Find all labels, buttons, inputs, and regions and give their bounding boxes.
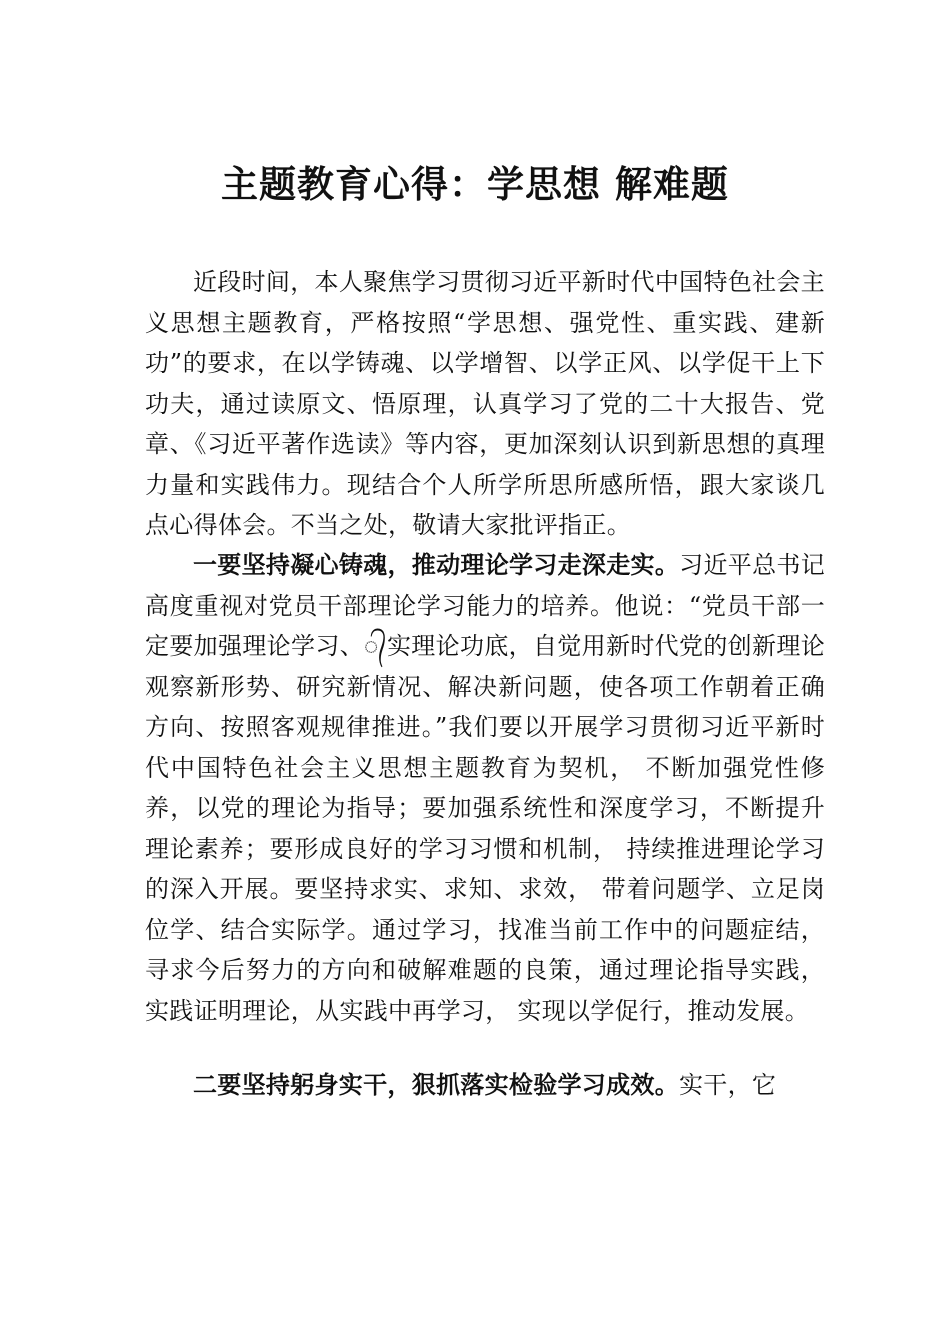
paragraph-text: [145, 262, 825, 546]
paragraph-lead-heading: 二要坚持躬身实干，狠抓落实检验学习成效。: [193, 1071, 679, 1099]
paragraph-intro: [145, 262, 825, 546]
paragraph-body: 习近平总书记高度重视对党员干部理论学习能力的培养。他说：“党员干部一定要加强理论学习、᭄实理论功底，自觉用新时代党的创新理论观察新形势、研究新情况、解决新问题，使各项工作朝着正确方向、按照客观规律推进。”我们要以开展学习贯彻习近平新时代中国特色社会主义思想主题教育为契机， 不断加强党性修养，以党的理论为指导；要加强系统性和深度学习，不断提升理论素养；要形成良好的学习习惯和机制， 持续推进理论学习的深入开展。要坚持求实、求知、求效， 带着问题学、立足岗位学、结合实际学。通过学习，找准当前工作中的问题症结，寻求今后努力的方向和破解难题的良策，通过理论指导实践，实践证明理论，从实践中再学习， 实现以学促行，推动发展。: [145, 551, 825, 1025]
paragraph-body: 实干，它: [679, 1071, 777, 1099]
paragraph-text: [145, 545, 825, 1031]
document-title: 主题教育心得：学思想 解难题: [221, 162, 729, 206]
paragraph-text: [145, 1065, 825, 1106]
paragraph-point-two: [145, 1065, 825, 1106]
paragraph-point-one: [145, 545, 825, 1031]
paragraph-body: 近段时间，本人聚焦学习贯彻习近平新时代中国特色社会主义思想主题教育，严格按照“学思想、强党性、重实践、建新功”的要求，在以学铸魂、以学增智、以学正风、以学促干上下功夫，通过读原文、悟原理，认真学习了党的二十大报告、党章、《习近平著作选读》等内容，更加深刻认识到新思想的真理力量和实践伟力。现结合个人所学所思所感所悟，跟大家谈几点心得体会。不当之处，敬请大家批评指正。: [145, 268, 825, 539]
paragraph-lead-heading: 一要坚持凝心铸魂，推动理论学习走深走实。: [193, 551, 680, 579]
